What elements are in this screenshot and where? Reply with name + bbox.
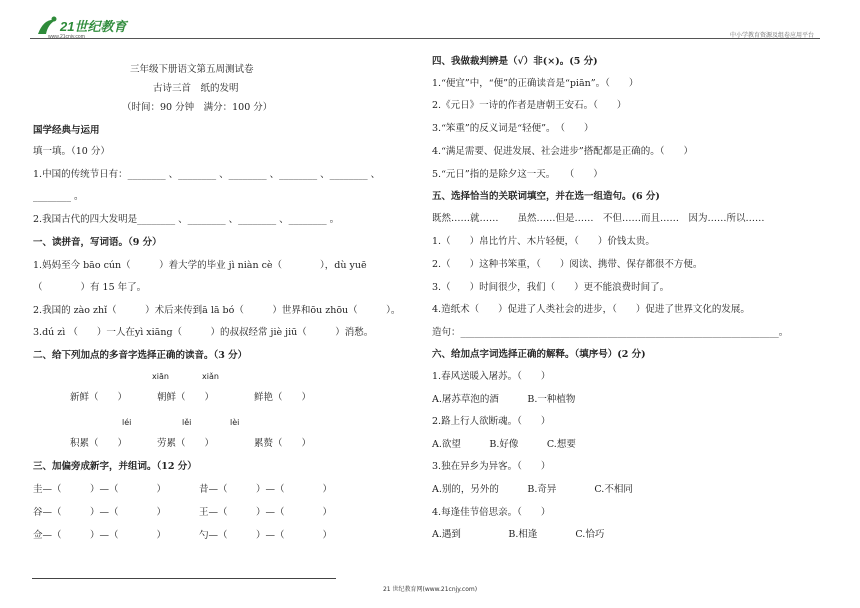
word-xinxian: 新鲜（ ） <box>70 392 128 403</box>
section-1-title: 一、读拼音，写词语。（9 分） <box>33 237 162 248</box>
header-divider <box>30 38 820 39</box>
meaning-q1: 1.春风送暖入屠苏。（ ） <box>432 371 551 382</box>
judge-q1: 1.“便宜”中，“便”的正确读音是“piān”。（ ） <box>432 78 639 89</box>
radical-row-2a: 谷—（ ）—（ ） <box>33 507 167 518</box>
section-3-title: 三、加偏旁成新字，并组词。（12 分） <box>33 461 197 472</box>
judge-q3: 3.“笨重”的反义词是“轻便”。 （ ） <box>432 123 594 134</box>
radical-row-1b: 昔—（ ）—（ ） <box>199 484 333 495</box>
judge-q4: 4.“满足需要、促进发展、社会进步”搭配都是正确的。（ ） <box>432 146 694 157</box>
exam-time-score: （时间：90 分钟 满分：100 分） <box>122 102 273 113</box>
site-logo <box>34 14 134 40</box>
conjunction-options: 既然……就…… 虽然……但是…… 不但……而且…… 因为……所以…… <box>432 213 765 224</box>
section-guoxue-instruction: 填一填。（10 分） <box>33 146 110 157</box>
section-1-line1: 1.妈妈至今 bāo cún（ ）着大学的毕业 jì niàn cè（ ），dù yuē <box>33 260 367 271</box>
word-laolei: 劳累（ ） <box>157 438 215 449</box>
radical-row-3a: 佥—（ ）—（ ） <box>33 530 167 541</box>
conjunction-q4: 4.造纸术（ ）促进了人类社会的进步，（ ）促进了世界文化的发展。 <box>432 304 750 315</box>
section-2-title: 二、给下列加点的多音字选择正确的读音。（3 分） <box>33 350 248 361</box>
judge-q2: 2.《元日》一诗的作者是唐朝王安石。（ ） <box>432 100 627 111</box>
meaning-q4: 4.每逢佳节倍思亲。（ ） <box>432 507 551 518</box>
conjunction-q1: 1.（ ）帛比竹片、木片轻便，（ ）价钱太贵。 <box>432 236 655 247</box>
question-festivals-line1: 1.中国的传统节日有：________ 、________ 、________ 、________ 、________ 、 <box>33 169 381 180</box>
pinyin-lei4: lèi <box>230 418 240 427</box>
question-festivals-line2: ________ 。 <box>33 191 84 202</box>
footer-text: 21 世纪教育网(www.21cnjy.com) <box>382 586 478 593</box>
logo-text: 21世纪教育 <box>60 19 127 34</box>
pinyin-lei2: léi <box>122 418 132 427</box>
question-inventions: 2.我国古代的四大发明是________ 、________ 、________ 、________ 。 <box>33 214 340 225</box>
pinyin-lei3: lěi <box>182 418 192 427</box>
meaning-q3: 3.独在异乡为异客。（ ） <box>432 461 551 472</box>
logo-subtext: www.21cnjy.com <box>48 34 85 40</box>
platform-name: 中小学教育资源及组卷应用平台 <box>729 32 814 39</box>
meaning-a1: A.屠苏草泡的酒 B.一种植物 <box>432 394 576 405</box>
section-4-title: 四、我做裁判辨是（√）非(×)。(5 分) <box>432 56 598 67</box>
pinyin-xian3: xiǎn <box>202 372 219 381</box>
meaning-a4: A.遇到 B.相逢 C.恰巧 <box>432 529 605 540</box>
section-1-line2: （ ）有 15 年了。 <box>33 282 147 293</box>
exam-subtitle: 古诗三首 纸的发明 <box>153 83 239 94</box>
meaning-a2: A.欲望 B.好像 C.想要 <box>432 439 576 450</box>
word-jilei: 积累（ ） <box>70 438 128 449</box>
section-5-title: 五、选择恰当的关联词填空，并在选一组造句。(6 分) <box>432 191 660 202</box>
radical-row-1a: 圭—（ ）—（ ） <box>33 484 167 495</box>
word-chaoxian: 朝鲜（ ） <box>157 392 215 403</box>
radical-row-3b: 勺—（ ）—（ ） <box>199 530 333 541</box>
judge-q5: 5.“元日”指的是除夕这一天。 （ ） <box>432 169 603 180</box>
section-guoxue-title: 国学经典与运用 <box>33 125 100 136</box>
meaning-q2: 2.路上行人欲断魂。（ ） <box>432 416 551 427</box>
sentence-making-line: 造句：___________________________________________________________________。 <box>432 327 789 338</box>
pinyin-xian1: xiān <box>152 372 169 381</box>
word-leizhui: 累赘（ ） <box>254 438 312 449</box>
conjunction-q2: 2.（ ）这种书笨重，（ ）阅读、携带、保存都很不方便。 <box>432 259 703 270</box>
section-6-title: 六、给加点字词选择正确的解释。（填序号）(2 分) <box>432 349 646 360</box>
section-1-line4: 3.dú zì （ ）一人在yì xiāng（ ）的叔叔经常 jiè jiū（ ）消愁。 <box>33 327 374 338</box>
word-xianyan: 鲜艳（ ） <box>254 392 312 403</box>
meaning-a3: A.别的，另外的 B.奇异 C.不相同 <box>432 484 633 495</box>
radical-row-2b: 王—（ ）—（ ） <box>199 507 333 518</box>
section-1-line3: 2.我国的 zào zhǐ（ ）术后来传到ā lā bó（ ）世界和ōu zhōu（ ）。 <box>33 305 401 316</box>
footer-divider <box>32 578 336 579</box>
exam-title: 三年级下册语文第五周测试卷 <box>130 64 254 75</box>
conjunction-q3: 3.（ ）时间很少，我们（ ）更不能浪费时间了。 <box>432 282 670 293</box>
